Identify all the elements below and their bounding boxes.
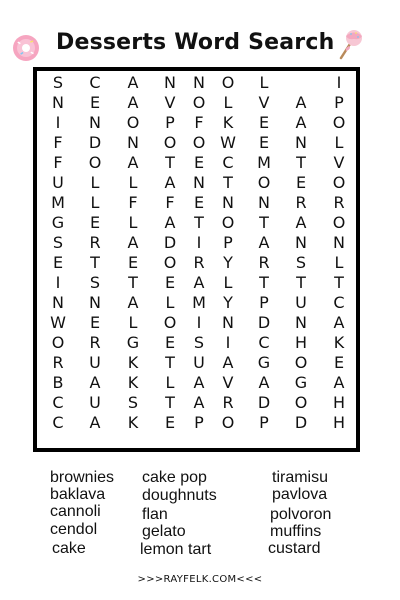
grid-letter[interactable]: A: [295, 93, 307, 112]
grid-letter[interactable]: A: [127, 93, 139, 112]
grid-letter[interactable]: U: [193, 353, 205, 372]
grid-letter[interactable]: T: [165, 353, 175, 372]
grid-letter[interactable]: N: [295, 313, 307, 332]
grid-letter[interactable]: N: [89, 113, 101, 132]
grid-letter[interactable]: N: [222, 313, 234, 332]
word-list-item: gelato: [142, 523, 186, 540]
grid-letter[interactable]: H: [332, 413, 346, 432]
grid-letter[interactable]: O: [192, 93, 206, 112]
grid-letter[interactable]: T: [194, 213, 204, 232]
grid-letter[interactable]: V: [222, 373, 234, 392]
grid-letter[interactable]: R: [333, 193, 345, 212]
word-list-item: doughnuts: [142, 487, 217, 504]
grid-letter[interactable]: L: [223, 273, 233, 292]
grid-letter[interactable]: D: [163, 233, 177, 252]
grid-letter[interactable]: T: [223, 173, 233, 192]
grid-letter[interactable]: K: [222, 113, 234, 132]
grid-letter[interactable]: C: [52, 413, 64, 432]
grid-letter[interactable]: F: [194, 113, 204, 132]
grid-letter[interactable]: E: [193, 193, 205, 212]
word-list-item: polvoron: [270, 506, 332, 523]
grid-letter[interactable]: U: [52, 173, 64, 192]
grid-letter[interactable]: A: [258, 233, 270, 252]
grid-letter[interactable]: F: [53, 133, 63, 152]
grid-letter[interactable]: I: [225, 333, 231, 352]
grid-letter[interactable]: O: [221, 213, 235, 232]
grid-letter[interactable]: L: [90, 173, 100, 192]
grid-letter[interactable]: Y: [223, 293, 233, 312]
grid-letter[interactable]: S: [295, 253, 307, 272]
grid-letter[interactable]: S: [193, 333, 205, 352]
grid-letter[interactable]: E: [193, 153, 205, 172]
grid-letter[interactable]: Y: [223, 253, 233, 272]
grid-letter[interactable]: O: [88, 153, 102, 172]
grid-letter[interactable]: E: [89, 93, 101, 112]
word-list-item: brownies: [50, 469, 115, 486]
grid-letter[interactable]: T: [165, 153, 175, 172]
grid-letter[interactable]: A: [193, 273, 205, 292]
grid-letter[interactable]: N: [164, 73, 176, 92]
grid-letter[interactable]: I: [55, 273, 61, 292]
grid-letter[interactable]: T: [259, 213, 269, 232]
grid-letter[interactable]: O: [221, 413, 235, 432]
grid-letter[interactable]: A: [127, 153, 139, 172]
grid-letter[interactable]: T: [128, 273, 138, 292]
grid-letter[interactable]: A: [89, 373, 101, 392]
donut-icon: [12, 34, 40, 62]
grid-letter[interactable]: N: [333, 233, 345, 252]
grid-letter[interactable]: D: [88, 133, 102, 152]
grid-letter[interactable]: G: [126, 333, 140, 352]
grid-letter[interactable]: K: [127, 413, 139, 432]
grid-letter[interactable]: O: [332, 113, 346, 132]
grid-letter[interactable]: O: [332, 173, 346, 192]
grid-letter[interactable]: L: [334, 133, 344, 152]
grid-letter[interactable]: I: [55, 113, 61, 132]
grid-letter[interactable]: N: [222, 193, 234, 212]
word-search-grid: [37, 71, 356, 448]
grid-letter[interactable]: O: [126, 113, 140, 132]
grid-letter[interactable]: V: [333, 153, 345, 172]
grid-letter[interactable]: P: [194, 413, 204, 432]
grid-letter[interactable]: R: [89, 333, 101, 352]
grid-letter[interactable]: N: [52, 93, 64, 112]
grid-letter[interactable]: S: [52, 233, 64, 252]
grid-letter[interactable]: L: [128, 173, 138, 192]
grid-letter[interactable]: O: [163, 253, 177, 272]
grid-letter[interactable]: O: [294, 393, 308, 412]
grid-letter[interactable]: A: [295, 213, 307, 232]
grid-letter[interactable]: F: [53, 153, 63, 172]
grid-letter[interactable]: R: [295, 193, 307, 212]
grid-letter[interactable]: T: [296, 153, 306, 172]
grid-letter[interactable]: P: [165, 113, 175, 132]
word-list-item: pavlova: [272, 486, 328, 503]
grid-letter[interactable]: N: [295, 233, 307, 252]
word-list-item: baklava: [50, 486, 106, 503]
grid-letter[interactable]: A: [258, 373, 270, 392]
grid-letter[interactable]: U: [295, 293, 307, 312]
grid-letter[interactable]: E: [89, 313, 101, 332]
word-list-item: cendol: [50, 521, 98, 538]
grid-letter[interactable]: H: [332, 393, 346, 412]
grid-letter[interactable]: C: [89, 73, 101, 92]
grid-letter[interactable]: O: [294, 353, 308, 372]
word-list-item: tiramisu: [272, 469, 329, 486]
grid-letter[interactable]: R: [222, 393, 234, 412]
grid-letter[interactable]: A: [127, 73, 139, 92]
grid-letter[interactable]: O: [192, 133, 206, 152]
grid-letter[interactable]: V: [164, 93, 176, 112]
word-list-item: cake pop: [142, 469, 207, 486]
grid-letter[interactable]: C: [52, 393, 64, 412]
word-list-item: custard: [268, 540, 321, 557]
grid-letter[interactable]: R: [258, 253, 270, 272]
word-list-item: lemon tart: [140, 541, 212, 558]
grid-letter[interactable]: R: [193, 253, 205, 272]
word-list-item: cannoli: [50, 503, 101, 520]
grid-letter[interactable]: A: [193, 393, 205, 412]
grid-letter[interactable]: K: [127, 353, 139, 372]
grid-letter[interactable]: N: [258, 193, 270, 212]
grid-letter[interactable]: M: [192, 293, 206, 312]
grid-letter[interactable]: T: [90, 253, 100, 272]
grid-letter[interactable]: N: [193, 73, 205, 92]
grid-letter[interactable]: M: [51, 193, 65, 212]
word-list-item: muffins: [270, 523, 322, 540]
grid-letter[interactable]: T: [334, 273, 344, 292]
grid-letter[interactable]: A: [127, 233, 139, 252]
word-list-item: cake: [52, 540, 86, 557]
grid-letter[interactable]: I: [336, 73, 342, 92]
grid-letter[interactable]: W: [50, 313, 66, 332]
grid-letter[interactable]: U: [89, 393, 101, 412]
grid-letter[interactable]: L: [165, 293, 175, 312]
grid-letter[interactable]: R: [52, 353, 64, 372]
grid-letter[interactable]: L: [259, 73, 269, 92]
grid-letter[interactable]: T: [165, 393, 175, 412]
footer-link-text: >>>RAYFELK.COM<<<: [137, 574, 263, 585]
grid-letter[interactable]: I: [196, 313, 202, 332]
grid-letter[interactable]: O: [257, 173, 271, 192]
grid-letter[interactable]: A: [333, 373, 345, 392]
grid-letter[interactable]: T: [259, 273, 269, 292]
grid-letter[interactable]: L: [334, 253, 344, 272]
grid-letter[interactable]: O: [163, 133, 177, 152]
grid-letter[interactable]: G: [51, 213, 65, 232]
grid-letter[interactable]: F: [165, 193, 175, 212]
grid-letter[interactable]: F: [128, 193, 138, 212]
grid-letter[interactable]: C: [333, 293, 345, 312]
grid-letter[interactable]: E: [164, 413, 176, 432]
grid-letter[interactable]: A: [164, 173, 176, 192]
grid-letter[interactable]: N: [193, 173, 205, 192]
grid-letter[interactable]: A: [193, 373, 205, 392]
grid-letter[interactable]: N: [89, 293, 101, 312]
grid-letter[interactable]: O: [163, 313, 177, 332]
grid-letter[interactable]: T: [296, 273, 306, 292]
word-list: [0, 465, 400, 565]
grid-letter[interactable]: P: [259, 293, 269, 312]
grid-letter[interactable]: L: [90, 193, 100, 212]
grid-letter[interactable]: U: [89, 353, 101, 372]
grid-letter[interactable]: D: [257, 313, 271, 332]
grid-letter[interactable]: N: [295, 133, 307, 152]
word-list-item: flan: [142, 506, 168, 523]
grid-letter[interactable]: A: [127, 293, 139, 312]
grid-letter[interactable]: L: [128, 213, 138, 232]
grid-letter[interactable]: L: [223, 93, 233, 112]
grid-letter[interactable]: G: [294, 373, 308, 392]
grid-letter[interactable]: E: [52, 253, 64, 272]
cake-pop-icon: [334, 26, 364, 62]
grid-letter[interactable]: P: [259, 413, 269, 432]
grid-letter[interactable]: V: [258, 93, 270, 112]
grid-letter[interactable]: A: [295, 113, 307, 132]
grid-letter[interactable]: E: [333, 353, 345, 372]
grid-letter[interactable]: E: [164, 333, 176, 352]
grid-letter[interactable]: R: [89, 233, 101, 252]
grid-letter[interactable]: D: [257, 393, 271, 412]
grid-letter[interactable]: O: [51, 333, 65, 352]
grid-letter[interactable]: M: [257, 153, 271, 172]
grid-letter[interactable]: S: [52, 73, 64, 92]
grid-letter[interactable]: E: [127, 253, 139, 272]
grid-letter[interactable]: C: [222, 153, 234, 172]
grid-letter[interactable]: E: [164, 273, 176, 292]
grid-letter[interactable]: D: [294, 413, 308, 432]
page-title: Desserts Word Search: [56, 30, 335, 55]
grid-letter[interactable]: W: [220, 133, 236, 152]
grid-letter[interactable]: E: [258, 113, 270, 132]
grid-letter[interactable]: N: [52, 293, 64, 312]
grid-letter[interactable]: H: [294, 333, 308, 352]
grid-letter[interactable]: K: [333, 333, 345, 352]
grid-letter[interactable]: G: [257, 353, 271, 372]
grid-letter[interactable]: I: [196, 233, 202, 252]
grid-letter[interactable]: E: [258, 133, 270, 152]
grid-letter[interactable]: P: [223, 233, 233, 252]
grid-letter[interactable]: A: [333, 313, 345, 332]
grid-letter[interactable]: A: [164, 213, 176, 232]
grid-letter[interactable]: E: [295, 173, 307, 192]
grid-letter[interactable]: B: [52, 373, 64, 392]
grid-letter[interactable]: N: [127, 133, 139, 152]
grid-letter[interactable]: A: [222, 353, 234, 372]
grid-letter[interactable]: L: [128, 313, 138, 332]
grid-letter[interactable]: C: [258, 333, 270, 352]
grid-letter[interactable]: O: [221, 73, 235, 92]
grid-letter[interactable]: E: [89, 213, 101, 232]
grid-letter[interactable]: S: [89, 273, 101, 292]
grid-letter[interactable]: S: [127, 393, 139, 412]
grid-letter[interactable]: L: [165, 373, 175, 392]
grid-letter[interactable]: A: [89, 413, 101, 432]
grid-letter[interactable]: K: [127, 373, 139, 392]
grid-letter[interactable]: O: [332, 213, 346, 232]
grid-letter[interactable]: P: [334, 93, 344, 112]
